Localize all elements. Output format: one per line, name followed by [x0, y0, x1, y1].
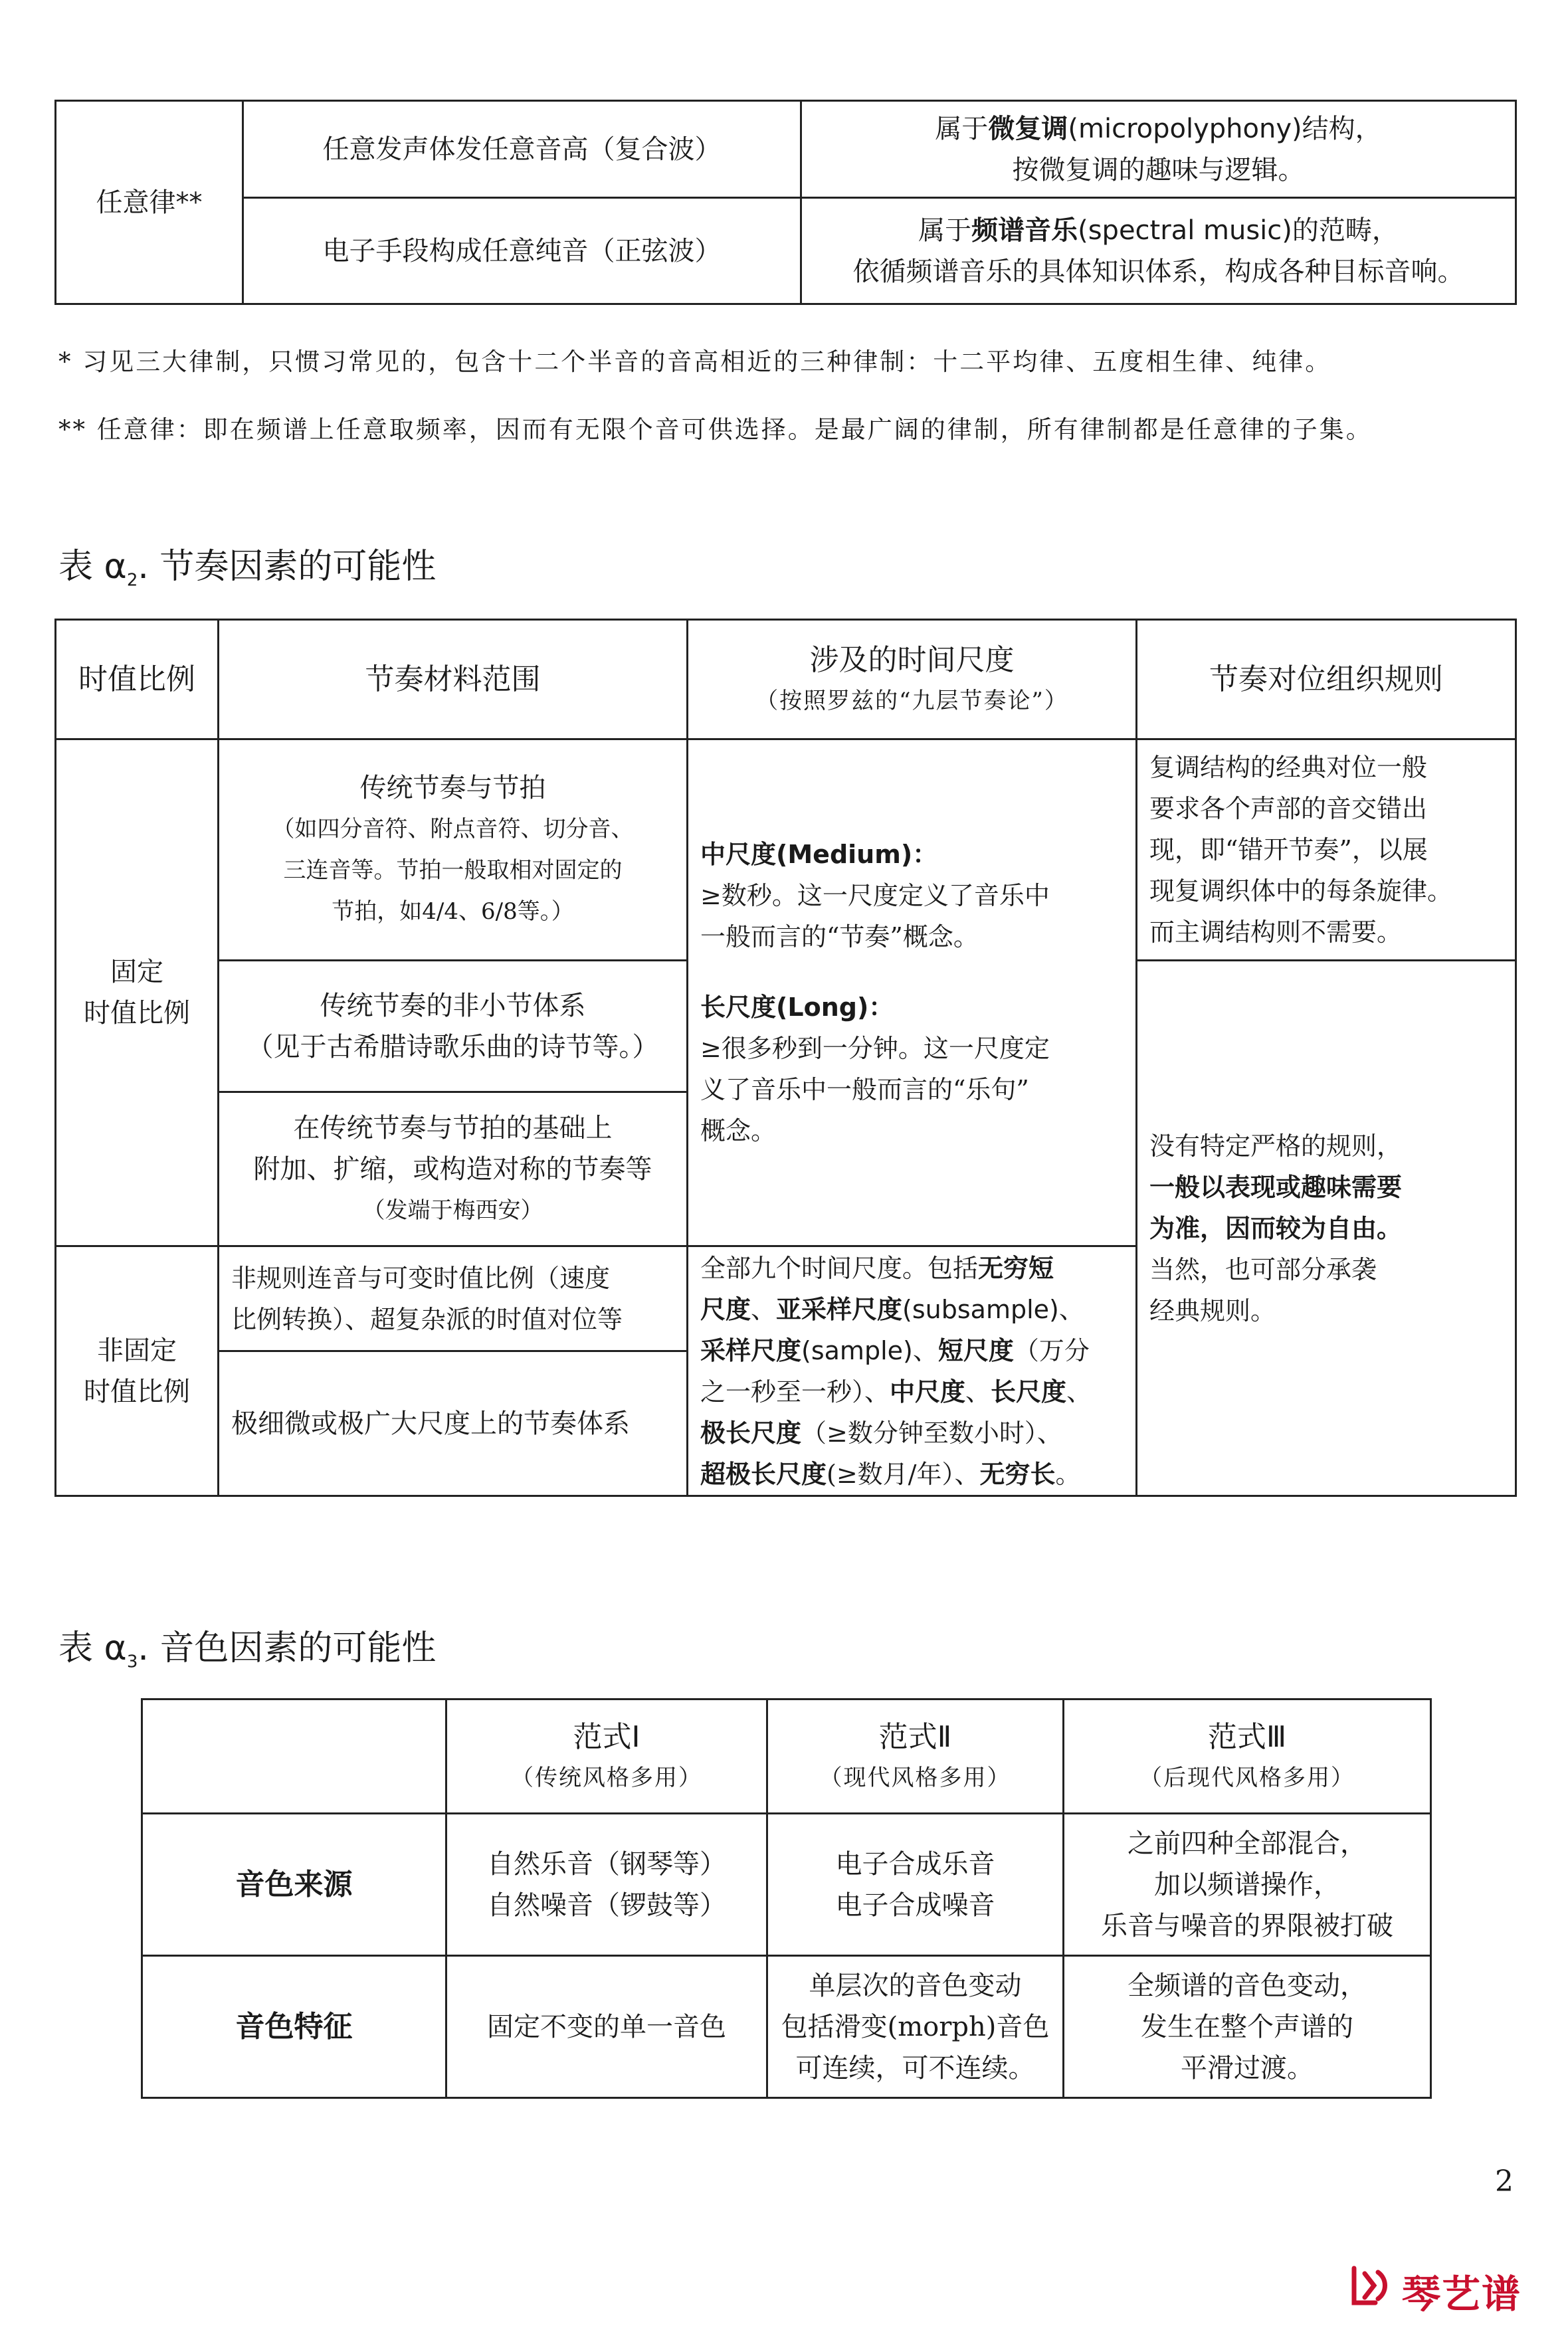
tuning-desc-2: 属于频谱音乐(spectral music)的范畴， 依循频谱音乐的具体知识体系，构成各种目标音响。	[801, 198, 1516, 304]
footnote-1: * 习见三大律制，只惯习常见的，包含十二个半音的音高相近的三种律制：十二平均律、五度相生律、纯律。	[58, 347, 1332, 376]
header-scale: 涉及的时间尺度 （按照罗兹的“九层节奏论”）	[688, 620, 1137, 739]
table3-caption: 表 $\alpha_3$. 音色因素的可能性	[58, 1628, 437, 1672]
paradigm-3-header: 范式Ⅲ （后现代风格多用）	[1064, 1699, 1431, 1814]
header-material: 节奏材料范围	[219, 620, 688, 739]
timbre-feature-label: 音色特征	[142, 1956, 446, 2098]
timbre-corner-cell	[142, 1699, 446, 1814]
table2-caption: 表 $\alpha_2$. 节奏因素的可能性	[58, 547, 437, 591]
fixed-ratio-label: 固定 时值比例	[56, 739, 219, 1246]
scale-medium-long: 中尺度(Medium)： ≥数秒。这一尺度定义了音乐中 一般而言的“节奏”概念。 长尺度(Long)： ≥很多秒到一分钟。这一尺度定 义了音乐中一般而言的“乐句” 概念。	[688, 739, 1137, 1246]
header-rule: 节奏对位组织规则	[1137, 620, 1516, 739]
timbre-feature-p1: 固定不变的单一音色	[446, 1956, 767, 2098]
tuning-source-1: 任意发声体发任意音高（复合波）	[243, 101, 801, 198]
material-messiaen: 在传统节奏与节拍的基础上 附加、扩缩，或构造对称的节奏等 （发端于梅西安）	[219, 1092, 688, 1246]
paradigm-1-header: 范式Ⅰ （传统风格多用）	[446, 1699, 767, 1814]
material-non-measure: 传统节奏的非小节体系 （见于古希腊诗歌乐曲的诗节等。）	[219, 961, 688, 1092]
timbre-source-p3: 之前四种全部混合， 加以频谱操作， 乐音与噪音的界限被打破	[1064, 1814, 1431, 1956]
paradigm-2-header: 范式Ⅱ （现代风格多用）	[767, 1699, 1064, 1814]
arbitrary-tuning-label: 任意律**	[56, 101, 243, 304]
page-number: 2	[1495, 2165, 1514, 2198]
material-irregular: 非规则连音与可变时值比例（速度 比例转换）、超复杂派的时值对位等	[219, 1246, 688, 1351]
rule-free: 没有特定严格的规则， 一般以表现或趣味需要 为准，因而较为自由。 当然，也可部分承袭 经典规则。	[1137, 961, 1516, 1496]
timbre-feature-p3: 全频谱的音色变动， 发生在整个声谱的 平滑过渡。	[1064, 1956, 1431, 2098]
rule-classic: 复调结构的经典对位一般 要求各个声部的音交错出 现，即“错开节奏”，以展 现复调织体中的每条旋律。 而主调结构则不需要。	[1137, 739, 1516, 961]
timbre-source-label: 音色来源	[142, 1814, 446, 1956]
timbre-table	[141, 1698, 1432, 2099]
material-extreme-scale: 极细微或极广大尺度上的节奏体系	[219, 1351, 688, 1496]
site-logo	[1349, 2259, 1548, 2317]
timbre-source-p1: 自然乐音（钢琴等） 自然噪音（锣鼓等）	[446, 1814, 767, 1956]
rhythm-table	[54, 619, 1517, 1497]
header-ratio: 时值比例	[56, 620, 219, 739]
tuning-table	[54, 100, 1517, 305]
footnote-2: ** 任意律：即在频谱上任意取频率，因而有无限个音可供选择。是最广阔的律制，所有律制都是任意律的子集。	[58, 415, 1373, 444]
material-traditional: 传统节奏与节拍 （如四分音符、附点音符、切分音、 三连音等。节拍一般取相对固定的 节拍，如4/4、6/8等。）	[219, 739, 688, 961]
nonfixed-ratio-label: 非固定 时值比例	[56, 1246, 219, 1496]
timbre-source-p2: 电子合成乐音 电子合成噪音	[767, 1814, 1064, 1956]
scale-all-nine: 全部九个时间尺度。包括无穷短 尺度、亚采样尺度(subsample)、 采样尺度(sample)、短尺度（万分 之一秒至一秒）、中尺度、长尺度、 极长尺度（≥数分钟至数小时）、 超极长尺度(≥数月/年）、无穷长。	[688, 1246, 1137, 1496]
logo-text: 琴艺谱	[1402, 2272, 1522, 2317]
timbre-feature-p2: 单层次的音色变动 包括滑变(morph)音色 可连续，可不连续。	[767, 1956, 1064, 2098]
tuning-desc-1: 属于微复调(micropolyphony)结构， 按微复调的趣味与逻辑。	[801, 101, 1516, 198]
tuning-source-2: 电子手段构成任意纯音（正弦波）	[243, 198, 801, 304]
